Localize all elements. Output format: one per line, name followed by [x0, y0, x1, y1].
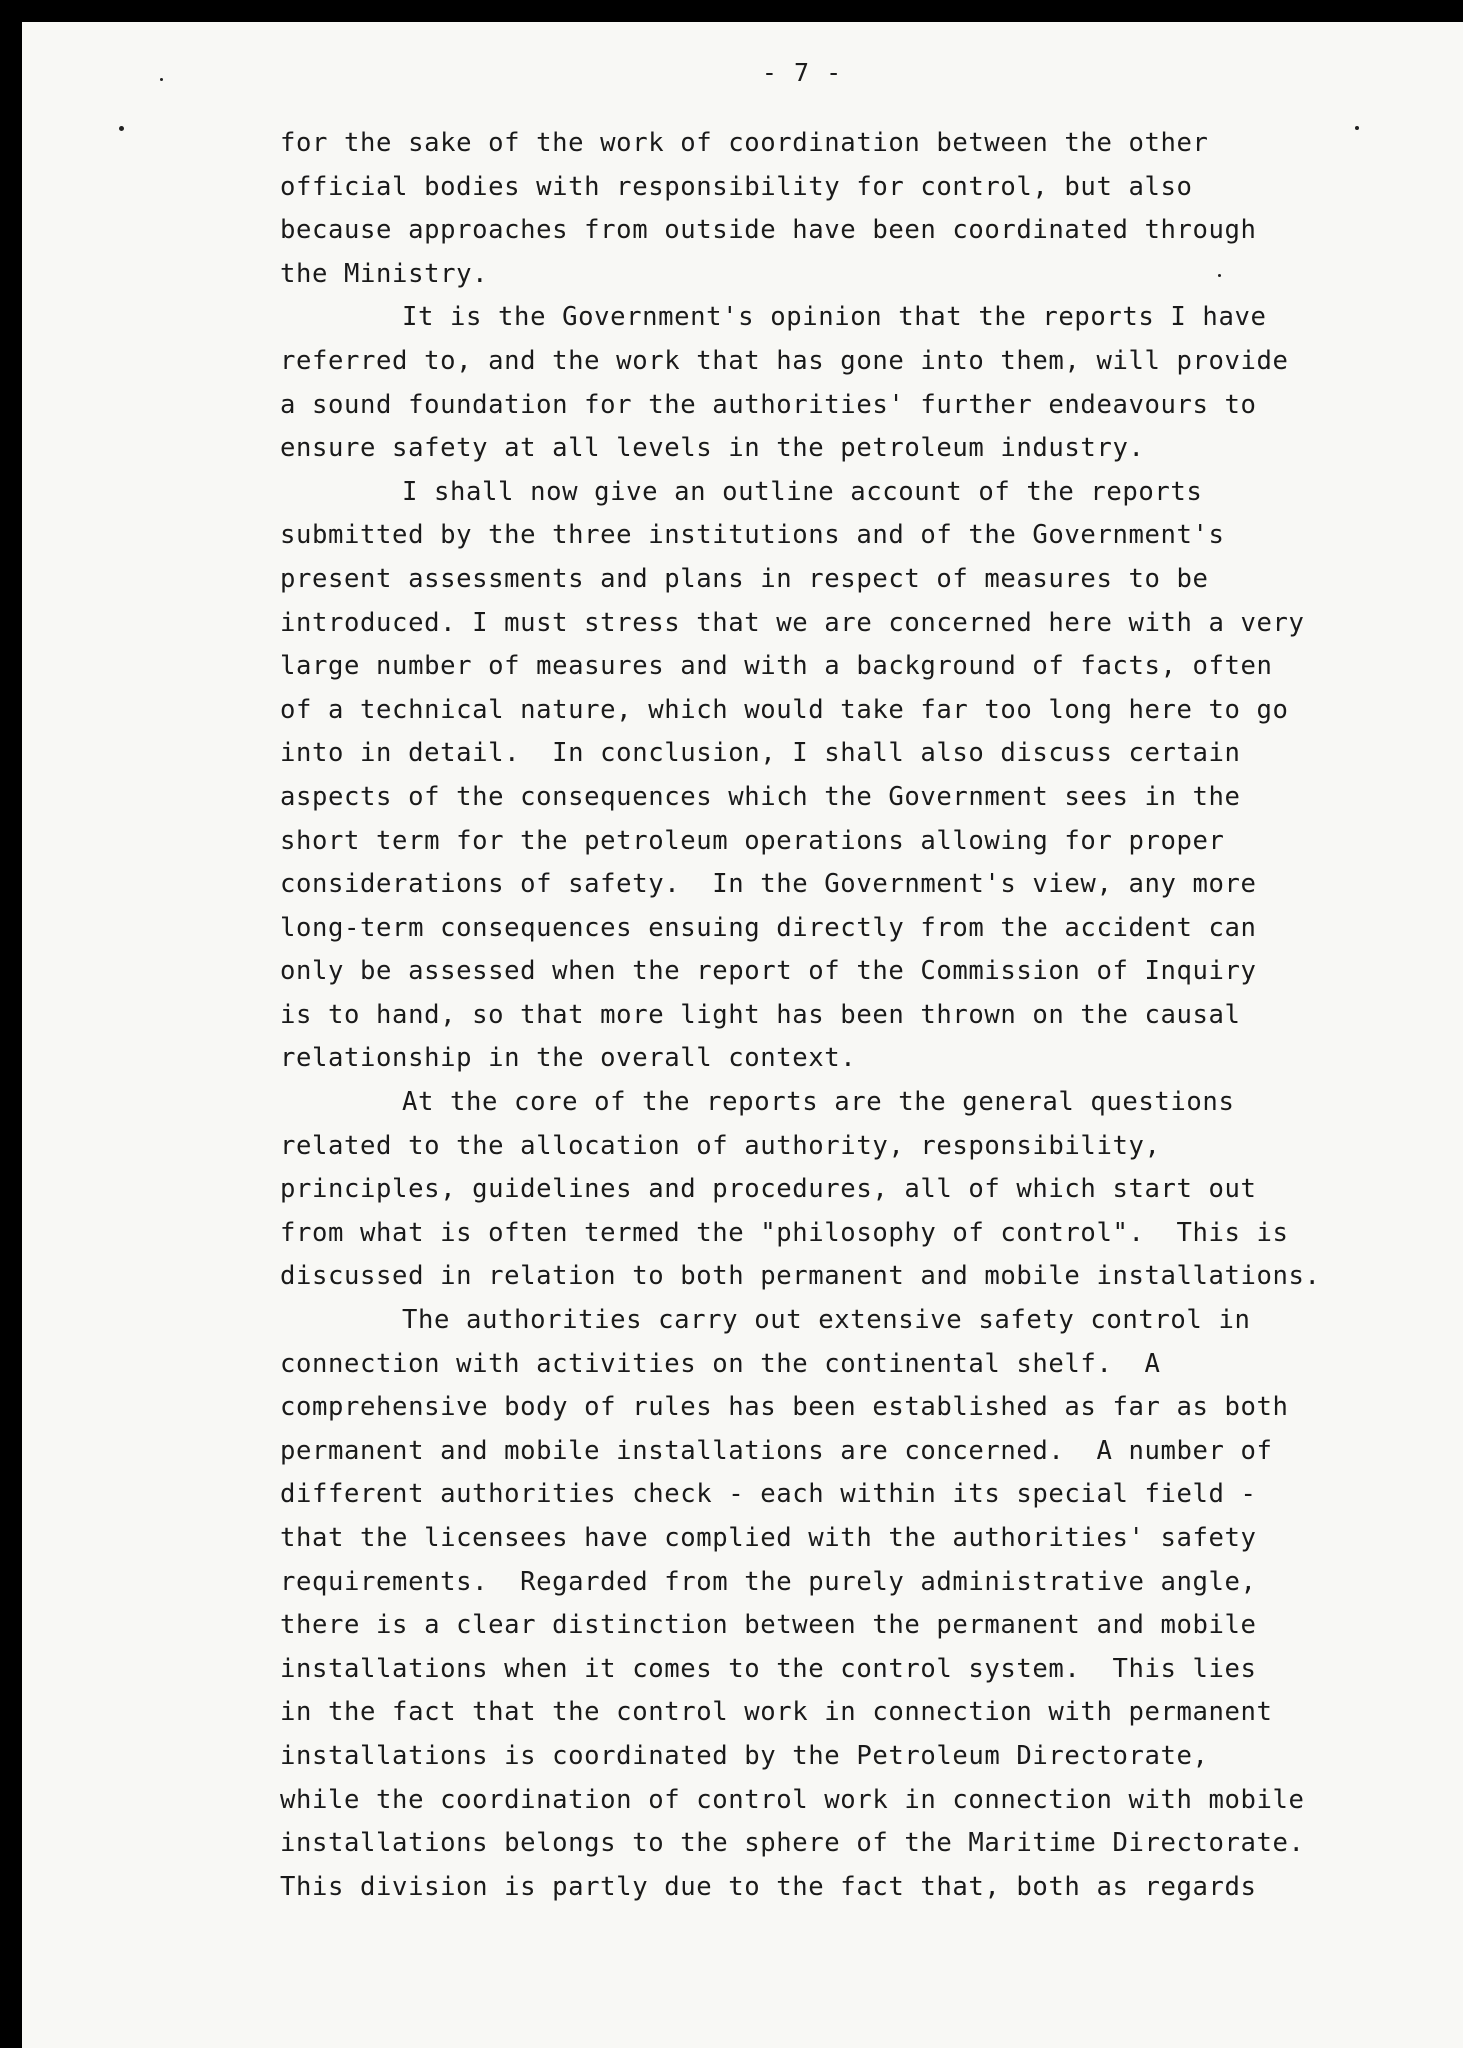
text-line: I shall now give an outline account of the reports — [402, 476, 1203, 507]
text-line: different authorities check - each within its special field - — [280, 1479, 1257, 1510]
text-line: from what is often termed the "philosophy of control". This is — [280, 1217, 1289, 1248]
text-line: requirements. Regarded from the purely administrative angle, — [280, 1566, 1257, 1597]
text-line: related to the allocation of authority, responsibility, — [280, 1130, 1161, 1161]
text-line: relationship in the overall context. — [280, 1043, 857, 1074]
text-line: referred to, and the work that has gone into them, will provide — [280, 345, 1289, 376]
text-line: installations belongs to the sphere of the Maritime Directorate. — [280, 1828, 1305, 1859]
text-line: installations when it comes to the control system. This lies — [280, 1653, 1257, 1684]
text-line: of a technical nature, which would take far too long here to go — [280, 694, 1289, 725]
text-line: only be assessed when the report of the Commission of Inquiry — [280, 956, 1257, 987]
text-line: permanent and mobile installations are concerned. A number of — [280, 1435, 1273, 1466]
text-line: present assessments and plans in respect of measures to be — [280, 563, 1209, 594]
text-line: discussed in relation to both permanent and mobile installations. — [280, 1261, 1321, 1292]
text-line: there is a clear distinction between the permanent and mobile — [280, 1610, 1257, 1641]
text-line: principles, guidelines and procedures, all of which start out — [280, 1174, 1257, 1205]
text-line: connection with activities on the continental shelf. A — [280, 1348, 1161, 1379]
text-line: a sound foundation for the authorities' further endeavours to — [280, 389, 1257, 420]
text-line: large number of measures and with a background of facts, often — [280, 651, 1273, 682]
text-line: considerations of safety. In the Government's view, any more — [280, 869, 1257, 900]
text-line: submitted by the three institutions and of the Government's — [280, 520, 1225, 551]
text-line: the Ministry. — [280, 258, 489, 289]
text-line: long-term consequences ensuing directly from the accident can — [280, 912, 1257, 943]
scan-speck — [119, 126, 124, 131]
text-line: official bodies with responsibility for control, but also — [280, 171, 1193, 202]
text-line: aspects of the consequences which the Government sees in the — [280, 781, 1241, 812]
text-line: in the fact that the control work in connection with permanent — [280, 1697, 1273, 1728]
text-line: introduced. I must stress that we are concerned here with a very — [280, 607, 1305, 638]
text-line: comprehensive body of rules has been established as far as both — [280, 1392, 1289, 1423]
document-page — [22, 22, 1463, 2048]
text-line: into in detail. In conclusion, I shall also discuss certain — [280, 738, 1241, 769]
page-number: - 7 - — [761, 58, 843, 87]
text-line: is to hand, so that more light has been thrown on the causal — [280, 999, 1241, 1030]
text-line: At the core of the reports are the general questions — [402, 1087, 1235, 1118]
text-line: The authorities carry out extensive safety control in — [402, 1305, 1251, 1336]
text-line: It is the Government's opinion that the reports I have — [402, 302, 1267, 333]
body-text — [280, 122, 1440, 1909]
text-line: short term for the petroleum operations allowing for proper — [280, 825, 1225, 856]
text-line: ensure safety at all levels in the petroleum industry. — [280, 433, 1145, 464]
text-line: installations is coordinated by the Petroleum Directorate, — [280, 1740, 1209, 1771]
text-line: while the coordination of control work in connection with mobile — [280, 1784, 1305, 1815]
scan-speck — [160, 78, 163, 81]
text-line: This division is partly due to the fact that, both as regards — [280, 1871, 1257, 1902]
text-line: for the sake of the work of coordination between the other — [280, 128, 1209, 158]
text-line: that the licensees have complied with the authorities' safety — [280, 1523, 1257, 1553]
text-line: because approaches from outside have been coordinated through — [280, 215, 1257, 246]
